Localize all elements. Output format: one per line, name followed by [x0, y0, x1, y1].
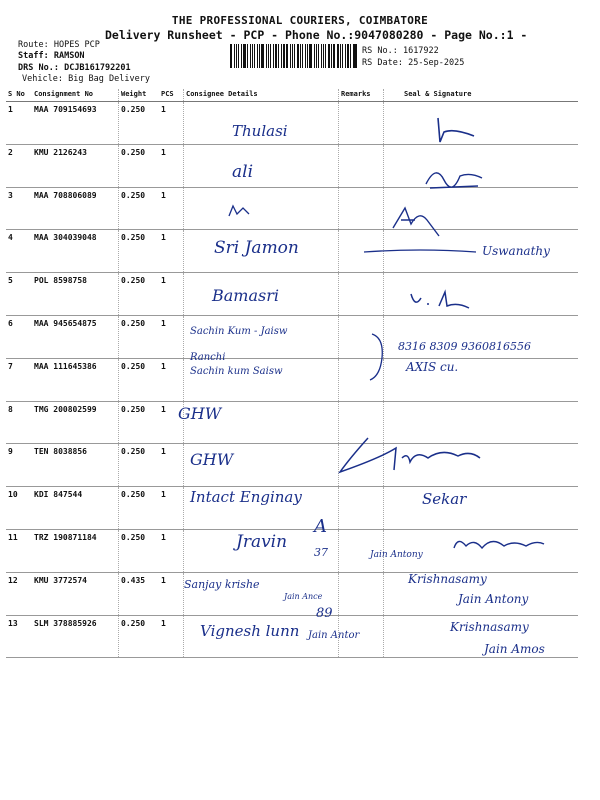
table-header-row: [6, 89, 578, 102]
table-row: [6, 102, 578, 145]
signature-r2: [420, 158, 490, 194]
signature-r11: [448, 530, 548, 558]
handwriting-r7b: Sachin kum Saisw: [190, 366, 283, 377]
cell-pcs: 1: [159, 273, 184, 316]
cell-consignment-no: MAA 709154693: [32, 102, 119, 145]
handwriting-r1: Thulasi: [232, 122, 288, 140]
col-consignment: Consignment No: [32, 89, 119, 102]
handwriting-r12d: Jain Antony: [458, 592, 529, 606]
handwriting-r4b: Uswanathy: [482, 244, 550, 258]
cell-consignment-no: TRZ 190871184: [32, 529, 119, 572]
cell-consignment-no: MAA 945654875: [32, 315, 119, 358]
vehicle-label: Vehicle:: [22, 74, 63, 84]
table-row: [6, 273, 578, 316]
col-seal: Seal & Signature: [384, 89, 579, 102]
runsheet-title: Delivery Runsheet - PCP - Phone No.:9047080280 - Page No.:1 -: [105, 28, 528, 42]
cell-sno: 4: [6, 230, 32, 273]
cell-sno: 8: [6, 401, 32, 444]
rs-date-line: [362, 58, 464, 68]
barcode-image: [230, 44, 358, 68]
drs-value: DCJB161792201: [64, 63, 131, 73]
handwriting-r11c: 37: [314, 546, 328, 559]
cell-seal: [384, 487, 579, 530]
table-row: [6, 187, 578, 230]
rs-no-line: [362, 46, 439, 56]
drs-label: DRS No.:: [18, 63, 59, 73]
handwriting-r6b: 8316 8309 9360816556: [398, 340, 531, 353]
bracket-r6-r7: [368, 330, 392, 386]
route-value: HOPES PCP: [53, 40, 100, 50]
cell-weight: 0.250: [119, 315, 160, 358]
cell-consignee: [184, 358, 339, 401]
cell-sno: 11: [6, 529, 32, 572]
cell-consignment-no: MAA 708806089: [32, 187, 119, 230]
cell-sno: 13: [6, 615, 32, 658]
cell-weight: 0.435: [119, 572, 160, 615]
cell-pcs: 1: [159, 230, 184, 273]
staff-label: Staff:: [18, 51, 49, 61]
table-row: [6, 144, 578, 187]
cell-pcs: 1: [159, 444, 184, 487]
cell-consignment-no: KMU 3772574: [32, 572, 119, 615]
cell-remarks: [339, 572, 384, 615]
cell-pcs: 1: [159, 102, 184, 145]
handwriting-r7c: AXIS cu.: [406, 360, 459, 374]
cell-pcs: 1: [159, 187, 184, 230]
table-row: [6, 358, 578, 401]
cell-remarks: [339, 144, 384, 187]
cell-weight: 0.250: [119, 144, 160, 187]
cell-pcs: 1: [159, 401, 184, 444]
cell-pcs: 1: [159, 487, 184, 530]
cell-weight: 0.250: [119, 529, 160, 572]
handwriting-r12a: Sanjay krishe: [184, 578, 260, 591]
rs-date-value: 25-Sep-2025: [408, 58, 465, 68]
handwriting-r6a: Sachin Kum - Jaisw: [190, 326, 288, 337]
cell-pcs: 1: [159, 615, 184, 658]
handwriting-r10a: Intact Enginay: [190, 488, 302, 506]
cell-pcs: 1: [159, 529, 184, 572]
handwriting-r13d: Krishnasamy: [450, 620, 529, 634]
cell-weight: 0.250: [119, 230, 160, 273]
cell-consignment-no: MAA 111645386: [32, 358, 119, 401]
handwriting-r12b: Jain Ance: [284, 592, 323, 601]
col-pcs: PCS: [159, 89, 184, 102]
cell-consignment-no: KDI 847544: [32, 487, 119, 530]
col-consignee: Consignee Details: [184, 89, 339, 102]
cell-consignment-no: POL 8598758: [32, 273, 119, 316]
col-sno: S No: [6, 89, 32, 102]
cell-remarks: [339, 487, 384, 530]
handwriting-r11b: A: [314, 516, 327, 537]
handwriting-r13e: Jain Amos: [484, 642, 545, 656]
handwriting-r9a: GHW: [190, 450, 234, 469]
table-row: [6, 444, 578, 487]
cell-consignment-no: KMU 2126243: [32, 144, 119, 187]
cell-weight: 0.250: [119, 487, 160, 530]
handwriting-r5a: Bamasri: [212, 286, 279, 305]
cell-weight: 0.250: [119, 615, 160, 658]
handwriting-r11d: Jain Antony: [370, 550, 423, 560]
cell-sno: 3: [6, 187, 32, 230]
signature-r5: [405, 286, 475, 316]
route-line: [18, 40, 100, 50]
handwriting-r4a: Sri Jamon: [214, 238, 299, 258]
cell-weight: 0.250: [119, 102, 160, 145]
cell-sno: 6: [6, 315, 32, 358]
vehicle-line: [22, 74, 150, 84]
cell-remarks: [339, 102, 384, 145]
handwriting-r2: ali: [232, 162, 254, 182]
cell-sno: 5: [6, 273, 32, 316]
cell-weight: 0.250: [119, 444, 160, 487]
staff-line: [18, 51, 85, 61]
cell-consignment-no: MAA 304039048: [32, 230, 119, 273]
rs-date-label: RS Date:: [362, 58, 403, 68]
col-weight: Weight: [119, 89, 160, 102]
cell-pcs: 1: [159, 358, 184, 401]
vehicle-value: Big Bag Delivery: [68, 74, 150, 84]
handwriting-r7a: Ranchi: [190, 352, 226, 363]
signature-r9: [310, 428, 490, 480]
cell-sno: 7: [6, 358, 32, 401]
cell-weight: 0.250: [119, 273, 160, 316]
staff-value: RAMSON: [53, 51, 85, 61]
cell-sno: 12: [6, 572, 32, 615]
line-r4: [360, 244, 480, 258]
cell-weight: 0.250: [119, 187, 160, 230]
handwriting-r13b: 89: [316, 606, 333, 621]
route-label: Route:: [18, 40, 49, 50]
signature-r3b: [385, 200, 445, 240]
table-row: [6, 401, 578, 444]
col-remarks: Remarks: [339, 89, 384, 102]
cell-consignment-no: SLM 378885926: [32, 615, 119, 658]
cell-pcs: 1: [159, 572, 184, 615]
drs-line: [18, 63, 131, 73]
cell-sno: 9: [6, 444, 32, 487]
handwriting-r10b: Sekar: [422, 490, 467, 508]
rs-no-label: RS No.:: [362, 46, 398, 56]
cell-consignment-no: TMG 200802599: [32, 401, 119, 444]
handwriting-r8: GHW: [178, 404, 222, 423]
cell-consignee: [184, 144, 339, 187]
cell-weight: 0.250: [119, 358, 160, 401]
signature-r1: [430, 110, 490, 150]
cell-remarks: [339, 187, 384, 230]
cell-remarks: [339, 273, 384, 316]
handwriting-r12c: Krishnasamy: [408, 572, 487, 586]
cell-consignment-no: TEN 8038856: [32, 444, 119, 487]
signature-r3a: [225, 200, 265, 224]
cell-weight: 0.250: [119, 401, 160, 444]
runsheet-table: [6, 89, 578, 658]
cell-sno: 10: [6, 487, 32, 530]
rs-no-value: 1617922: [402, 46, 439, 56]
handwriting-r13a: Vignesh lunn: [200, 622, 300, 640]
cell-pcs: 1: [159, 144, 184, 187]
cell-sno: 2: [6, 144, 32, 187]
company-title: THE PROFESSIONAL COURIERS, COIMBATORE: [171, 14, 429, 27]
cell-pcs: 1: [159, 315, 184, 358]
cell-sno: 1: [6, 102, 32, 145]
handwriting-r11a: Jravin: [236, 532, 288, 552]
handwriting-r13c: Jain Antor: [308, 630, 360, 641]
